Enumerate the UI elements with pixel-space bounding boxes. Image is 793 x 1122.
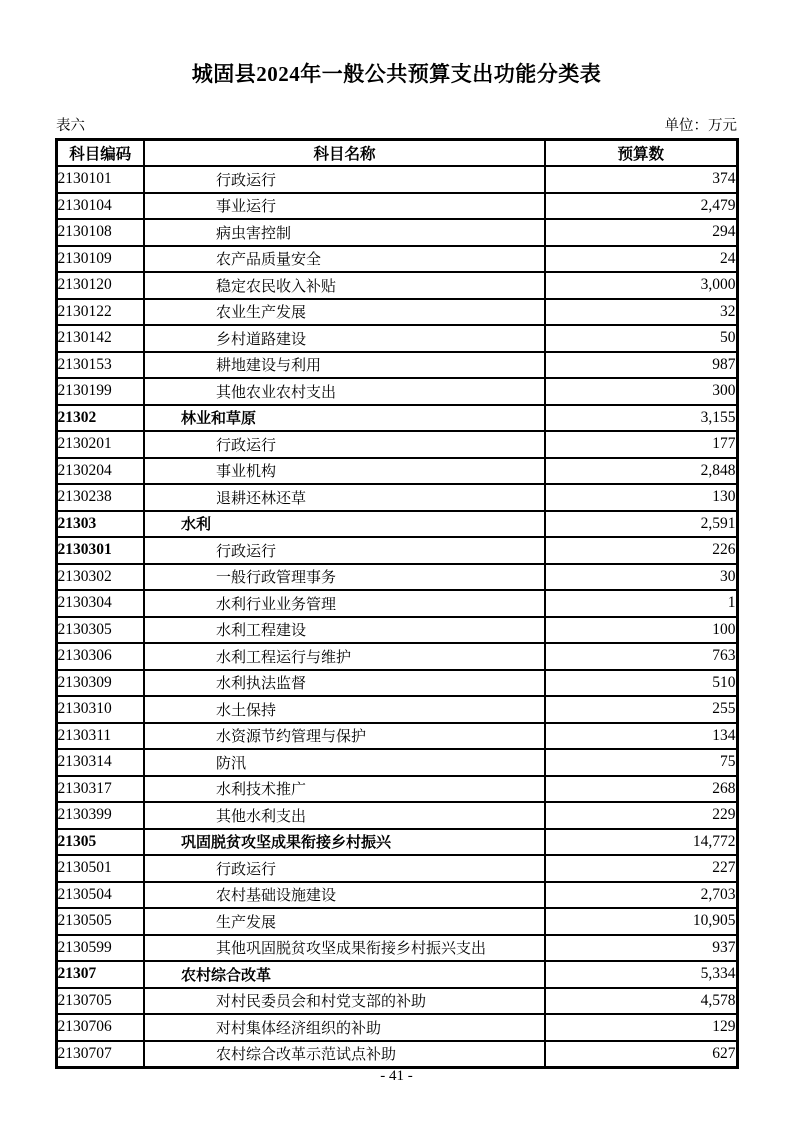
subject-code-cell: 2130310 (56, 696, 144, 723)
subject-code-cell: 2130309 (56, 670, 144, 697)
budget-value-cell: 1 (545, 590, 737, 617)
table-row (56, 855, 737, 882)
table-row (56, 776, 737, 803)
budget-value-cell: 268 (545, 776, 737, 803)
subject-name-cell: 水利行业业务管理 (144, 590, 545, 617)
subject-code-cell: 2130199 (56, 378, 144, 405)
subject-code-cell: 21307 (56, 961, 144, 988)
table-row (56, 882, 737, 909)
budget-value-cell: 937 (545, 935, 737, 962)
table-number-label: 表六 (56, 118, 85, 134)
table-row (56, 643, 737, 670)
subject-name-cell: 事业运行 (144, 193, 545, 220)
subject-code-cell: 2130142 (56, 325, 144, 352)
budget-value-cell: 627 (545, 1041, 737, 1068)
budget-value-cell: 510 (545, 670, 737, 697)
subject-name-cell: 事业机构 (144, 458, 545, 485)
subject-name-cell: 水利 (144, 511, 545, 538)
table-row (56, 405, 737, 432)
table-row (56, 590, 737, 617)
budget-value-cell: 374 (545, 166, 737, 193)
table-row (56, 537, 737, 564)
budget-value-cell: 987 (545, 352, 737, 379)
subject-name-cell: 退耕还林还草 (144, 484, 545, 511)
subject-name-cell: 病虫害控制 (144, 219, 545, 246)
table-row (56, 458, 737, 485)
budget-value-cell: 3,155 (545, 405, 737, 432)
subject-name-cell: 水利执法监督 (144, 670, 545, 697)
budget-table (55, 138, 739, 1069)
table-row (56, 749, 737, 776)
subject-name-cell: 林业和草原 (144, 405, 545, 432)
table-row (56, 988, 737, 1015)
subject-code-cell: 2130101 (56, 166, 144, 193)
subject-code-cell: 2130109 (56, 246, 144, 273)
table-row (56, 219, 737, 246)
subject-code-cell: 2130122 (56, 299, 144, 326)
budget-value-cell: 4,578 (545, 988, 737, 1015)
column-header-code: 科目编码 (56, 140, 144, 167)
subject-code-cell: 2130501 (56, 855, 144, 882)
budget-value-cell: 255 (545, 696, 737, 723)
subject-name-cell: 对村民委员会和村党支部的补助 (144, 988, 545, 1015)
unit-label: 单位：万元 (664, 118, 737, 134)
budget-value-cell: 10,905 (545, 908, 737, 935)
subject-name-cell: 水利技术推广 (144, 776, 545, 803)
subject-name-cell: 耕地建设与利用 (144, 352, 545, 379)
budget-value-cell: 227 (545, 855, 737, 882)
budget-value-cell: 300 (545, 378, 737, 405)
subject-name-cell: 行政运行 (144, 431, 545, 458)
budget-value-cell: 14,772 (545, 829, 737, 856)
table-header-row (56, 140, 737, 167)
subject-code-cell: 2130599 (56, 935, 144, 962)
subject-name-cell: 其他巩固脱贫攻坚成果衔接乡村振兴支出 (144, 935, 545, 962)
budget-value-cell: 24 (545, 246, 737, 273)
table-row (56, 961, 737, 988)
table-row (56, 670, 737, 697)
table-row (56, 193, 737, 220)
budget-value-cell: 134 (545, 723, 737, 750)
subject-name-cell: 对村集体经济组织的补助 (144, 1014, 545, 1041)
subject-name-cell: 稳定农民收入补贴 (144, 272, 545, 299)
subject-code-cell: 2130311 (56, 723, 144, 750)
table-row (56, 617, 737, 644)
subject-code-cell: 2130201 (56, 431, 144, 458)
subject-code-cell: 2130238 (56, 484, 144, 511)
table-row (56, 246, 737, 273)
table-row (56, 325, 737, 352)
table-row (56, 802, 737, 829)
subject-code-cell: 2130304 (56, 590, 144, 617)
table-row (56, 908, 737, 935)
table-row (56, 564, 737, 591)
subject-code-cell: 2130705 (56, 988, 144, 1015)
table-row (56, 1014, 737, 1041)
subject-name-cell: 乡村道路建设 (144, 325, 545, 352)
subject-code-cell: 2130706 (56, 1014, 144, 1041)
subject-code-cell: 21305 (56, 829, 144, 856)
budget-value-cell: 763 (545, 643, 737, 670)
budget-value-cell: 2,479 (545, 193, 737, 220)
subject-code-cell: 2130305 (56, 617, 144, 644)
budget-value-cell: 30 (545, 564, 737, 591)
table-row (56, 696, 737, 723)
subject-code-cell: 2130505 (56, 908, 144, 935)
subject-code-cell: 21302 (56, 405, 144, 432)
budget-value-cell: 5,334 (545, 961, 737, 988)
subject-name-cell: 巩固脱贫攻坚成果衔接乡村振兴 (144, 829, 545, 856)
subject-code-cell: 2130108 (56, 219, 144, 246)
budget-value-cell: 2,848 (545, 458, 737, 485)
budget-value-cell: 3,000 (545, 272, 737, 299)
subject-code-cell: 2130302 (56, 564, 144, 591)
subject-name-cell: 农村综合改革 (144, 961, 545, 988)
subject-name-cell: 行政运行 (144, 537, 545, 564)
subject-name-cell: 一般行政管理事务 (144, 564, 545, 591)
budget-value-cell: 177 (545, 431, 737, 458)
subject-name-cell: 行政运行 (144, 855, 545, 882)
subject-name-cell: 生产发展 (144, 908, 545, 935)
subject-code-cell: 2130317 (56, 776, 144, 803)
subject-name-cell: 其他水利支出 (144, 802, 545, 829)
budget-value-cell: 75 (545, 749, 737, 776)
table-row (56, 378, 737, 405)
subject-code-cell: 2130204 (56, 458, 144, 485)
column-header-budget: 预算数 (545, 140, 737, 167)
table-row (56, 431, 737, 458)
table-row (56, 299, 737, 326)
page-title: 城固县2024年一般公共预算支出功能分类表 (191, 62, 602, 86)
budget-value-cell: 2,591 (545, 511, 737, 538)
budget-value-cell: 100 (545, 617, 737, 644)
budget-value-cell: 32 (545, 299, 737, 326)
table-row (56, 829, 737, 856)
subject-name-cell: 防汛 (144, 749, 545, 776)
subject-name-cell: 水利工程运行与维护 (144, 643, 545, 670)
subject-name-cell: 水利工程建设 (144, 617, 545, 644)
table-row (56, 511, 737, 538)
budget-value-cell: 229 (545, 802, 737, 829)
column-header-name: 科目名称 (144, 140, 545, 167)
table-row (56, 1041, 737, 1068)
subject-code-cell: 2130153 (56, 352, 144, 379)
subject-code-cell: 2130314 (56, 749, 144, 776)
subject-code-cell: 21303 (56, 511, 144, 538)
subject-code-cell: 2130399 (56, 802, 144, 829)
subject-name-cell: 农村基础设施建设 (144, 882, 545, 909)
subject-name-cell: 其他农业农村支出 (144, 378, 545, 405)
table-row (56, 352, 737, 379)
subject-name-cell: 水资源节约管理与保护 (144, 723, 545, 750)
subject-code-cell: 2130504 (56, 882, 144, 909)
budget-value-cell: 130 (545, 484, 737, 511)
subject-name-cell: 农业生产发展 (144, 299, 545, 326)
budget-table-body (56, 166, 737, 1067)
table-row (56, 723, 737, 750)
subject-code-cell: 2130306 (56, 643, 144, 670)
subject-name-cell: 农产品质量安全 (144, 246, 545, 273)
budget-value-cell: 2,703 (545, 882, 737, 909)
subject-code-cell: 2130301 (56, 537, 144, 564)
subject-name-cell: 行政运行 (144, 166, 545, 193)
page-number: - 41 - (380, 1068, 413, 1084)
table-row (56, 935, 737, 962)
budget-value-cell: 50 (545, 325, 737, 352)
subject-code-cell: 2130104 (56, 193, 144, 220)
subject-code-cell: 2130120 (56, 272, 144, 299)
table-row (56, 484, 737, 511)
budget-value-cell: 226 (545, 537, 737, 564)
subject-code-cell: 2130707 (56, 1041, 144, 1068)
budget-value-cell: 129 (545, 1014, 737, 1041)
subject-name-cell: 水土保持 (144, 696, 545, 723)
table-row (56, 272, 737, 299)
table-row (56, 166, 737, 193)
subject-name-cell: 农村综合改革示范试点补助 (144, 1041, 545, 1068)
table-meta-row (56, 114, 737, 135)
budget-value-cell: 294 (545, 219, 737, 246)
